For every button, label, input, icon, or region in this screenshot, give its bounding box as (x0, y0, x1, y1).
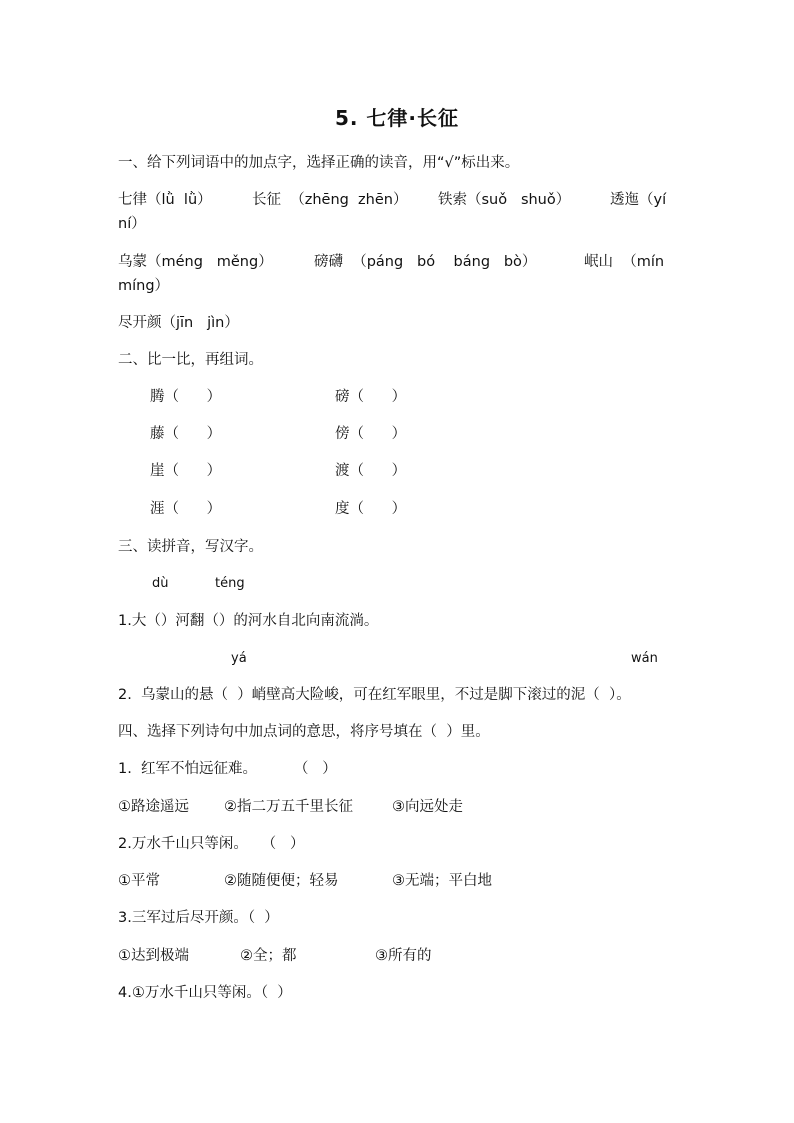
q4-question-3: 3.三军过后尽开颜。（ ） (118, 910, 279, 926)
q4-question-4: 4.①万水千山只等闲。（ ） (118, 985, 292, 1001)
q2-right-item: 渡（ ） (335, 463, 407, 479)
q1-item-minshan-cont: míng） (118, 278, 170, 294)
q3-pinyin-teng: téng (215, 576, 245, 591)
q4-option: ②随随便便；轻易 (224, 873, 339, 889)
q2-left-item: 藤（ ） (150, 426, 222, 442)
q2-heading: 二、比一比，再组词。 (118, 352, 263, 368)
q1-item-weiyi-cont: ní） (118, 216, 146, 232)
q4-heading: 四、选择下列诗句中加点词的意思，将序号填在（ ）里。 (118, 724, 490, 740)
q3-pinyin-ya: yá (231, 651, 247, 666)
q1-item-jinkaiyan: 尽开颜（jīn jìn） (118, 315, 239, 331)
q4-option: ②指二万五千里长征 (224, 799, 353, 815)
q2-right-item: 度（ ） (335, 501, 407, 517)
q1-item-tiesuo: 铁索（suǒ shuǒ） (438, 192, 571, 208)
q1-item-qilu: 七律（lǜ lǜ） (118, 192, 212, 208)
q1-item-wumeng: 乌蒙（méng měng） (118, 254, 273, 270)
q3-pinyin-wan: wán (631, 651, 658, 666)
q3-sentence-2: 2. 乌蒙山的悬（ ）峭壁高大险峻，可在红军眼里，不过是脚下滚过的泥（ ）。 (118, 687, 631, 703)
q4-option: ③向远处走 (392, 799, 463, 815)
q4-option: ①达到极端 (118, 948, 189, 964)
q4-option: ③所有的 (375, 948, 432, 964)
q4-option: ①平常 (118, 873, 160, 889)
q2-right-item: 傍（ ） (335, 426, 407, 442)
q1-item-weiyi: 透迤（yí (610, 192, 667, 208)
q1-item-changzheng: 长征 （zhēng zhēn） (252, 192, 408, 208)
page-title: 5. 七律·长征 (334, 106, 460, 130)
q4-option: ③无端；平白地 (392, 873, 492, 889)
q3-heading: 三、读拼音，写汉字。 (118, 539, 263, 555)
q4-question-1: 1. 红军不怕远征难。 （ ） (118, 761, 337, 777)
q4-option: ①路途遥远 (118, 799, 189, 815)
q2-right-item: 磅（ ） (335, 389, 407, 405)
q4-option: ②全；都 (240, 948, 297, 964)
q3-pinyin-du: dù (152, 576, 169, 591)
q2-left-item: 腾（ ） (150, 389, 222, 405)
q3-sentence-1: 1.大（）河翻（）的河水自北向南流淌。 (118, 613, 379, 629)
q4-question-2: 2.万水千山只等闲。 （ ） (118, 836, 305, 852)
q1-item-minshan: 岷山 （mín (584, 254, 665, 270)
q1-heading: 一、给下列词语中的加点字，选择正确的读音，用“√”标出来。 (118, 155, 520, 171)
q2-left-item: 崖（ ） (150, 463, 222, 479)
q1-item-pangbo: 磅礴 （páng bó báng bò） (314, 254, 537, 270)
q2-left-item: 涯（ ） (150, 501, 222, 517)
